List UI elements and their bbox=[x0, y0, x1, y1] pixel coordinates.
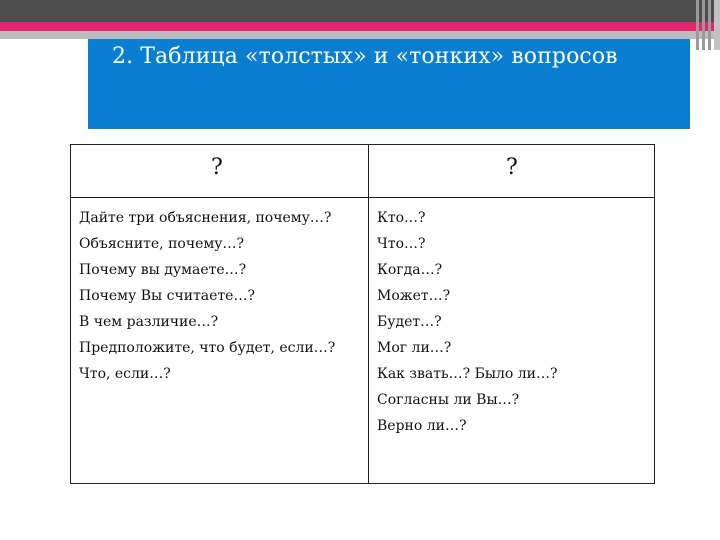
list-item: Как звать…? Было ли…? bbox=[377, 366, 558, 382]
questions-table bbox=[70, 144, 655, 484]
list-item: Дайте три объяснения, почему…? bbox=[79, 210, 332, 226]
list-item: Будет…? bbox=[377, 314, 442, 330]
header-left: ? bbox=[211, 155, 223, 180]
list-item: Почему вы думаете…? bbox=[79, 262, 247, 278]
table-header-divider bbox=[71, 197, 654, 198]
list-item: В чем различие…? bbox=[79, 314, 219, 330]
list-item: Мог ли…? bbox=[377, 340, 452, 356]
header-right: ? bbox=[506, 155, 518, 180]
list-item: Предположите, что будет, если…? bbox=[79, 340, 336, 356]
top-dark-bar bbox=[0, 0, 720, 22]
list-item: Что, если…? bbox=[79, 366, 171, 382]
slide-title: 2. Таблица «толстых» и «тонких» вопросов bbox=[112, 44, 618, 69]
list-item: Что…? bbox=[377, 236, 426, 252]
list-item: Почему Вы считаете…? bbox=[79, 288, 255, 304]
list-item: Может…? bbox=[377, 288, 451, 304]
list-item: Верно ли…? bbox=[377, 418, 467, 434]
thin-questions-column bbox=[377, 205, 558, 439]
top-pink-stripe bbox=[0, 22, 720, 31]
top-grey-stripe bbox=[0, 31, 720, 39]
list-item: Когда…? bbox=[377, 262, 443, 278]
table-column-divider bbox=[368, 145, 369, 483]
list-item: Согласны ли Вы…? bbox=[377, 392, 520, 408]
list-item: Объясните, почему…? bbox=[79, 236, 245, 252]
thick-questions-column bbox=[79, 205, 335, 387]
corner-decoration bbox=[696, 0, 720, 540]
list-item: Кто…? bbox=[377, 210, 426, 226]
